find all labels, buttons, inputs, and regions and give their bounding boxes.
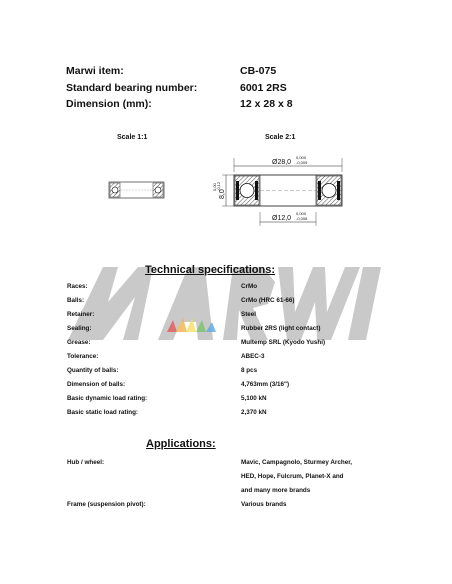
spec-value: 2,370 kN xyxy=(241,409,267,416)
technical-specs-title: Technical specifications: xyxy=(145,264,276,276)
hub-wheel-brands-line: and many more brands xyxy=(241,487,311,494)
spec-value: 5,100 kN xyxy=(241,395,267,402)
outer-tol-top: 0,000 xyxy=(296,155,307,160)
spec-label: Basic dynamic load rating: xyxy=(67,395,148,402)
item-label: Marwi item: xyxy=(66,65,124,77)
item-value: CB-075 xyxy=(240,65,277,77)
inner-tol-bottom: -0,008 xyxy=(296,216,308,221)
spec-value: CrMo xyxy=(241,283,258,290)
outer-tol-bottom: -0,009 xyxy=(296,160,308,165)
spec-value: 8 pcs xyxy=(241,367,258,374)
scale-large-caption: Scale 2:1 xyxy=(265,134,296,141)
width-tol-bottom: -0,12 xyxy=(216,181,221,191)
inner-dimension-text: Ø12,0 xyxy=(272,215,292,222)
spec-label: Retainer: xyxy=(67,311,95,318)
dimension-value: 12 x 28 x 8 xyxy=(240,98,293,110)
hub-wheel-label: Hub / wheel: xyxy=(67,459,105,466)
hub-wheel-brands-line: HED, Hope, Fulcrum, Planet-X and xyxy=(241,473,344,480)
outer-dimension-text: Ø28,0 xyxy=(272,159,292,166)
spec-label: Sealing: xyxy=(67,325,92,332)
frame-pivot-value: Various brands xyxy=(241,501,287,508)
spec-label: Balls: xyxy=(67,297,85,304)
spec-value: CrMo (HRC 61-66) xyxy=(241,297,295,304)
spec-value: 4,763mm (3/16") xyxy=(241,381,290,388)
bearing-number-value: 6001 2RS xyxy=(240,82,287,94)
bearing-drawing xyxy=(0,140,452,240)
spec-label: Races: xyxy=(67,283,88,290)
spec-value: Rubber 2RS (light contact) xyxy=(241,325,321,332)
spec-value: ABEC-3 xyxy=(241,353,265,360)
spec-label: Dimension of balls: xyxy=(67,381,126,388)
spec-label: Quantity of balls: xyxy=(67,367,119,374)
spec-label: Basic static load rating: xyxy=(67,409,139,416)
spec-label: Grease: xyxy=(67,339,91,346)
bearing-scale-1-1 xyxy=(109,182,164,198)
spec-label: Tolerance: xyxy=(67,353,99,360)
spec-value: Multemp SRL (Kyodo Yushi) xyxy=(241,339,326,346)
dimension-label: Dimension (mm): xyxy=(66,98,152,110)
spec-value: Steel xyxy=(241,311,257,318)
hub-wheel-brands-line: Mavic, Campagnolo, Sturmey Archer, xyxy=(241,459,353,466)
applications-title: Applications: xyxy=(146,438,216,450)
inner-tol-top: 0,000 xyxy=(296,211,307,216)
scale-small-caption: Scale 1:1 xyxy=(117,134,148,141)
frame-pivot-label: Frame (suspension pivot): xyxy=(67,501,146,508)
bearing-number-label: Standard bearing number: xyxy=(66,82,198,94)
width-tol-top: 0,00 xyxy=(212,183,217,191)
width-dimension-text: 8,0 xyxy=(219,189,226,199)
